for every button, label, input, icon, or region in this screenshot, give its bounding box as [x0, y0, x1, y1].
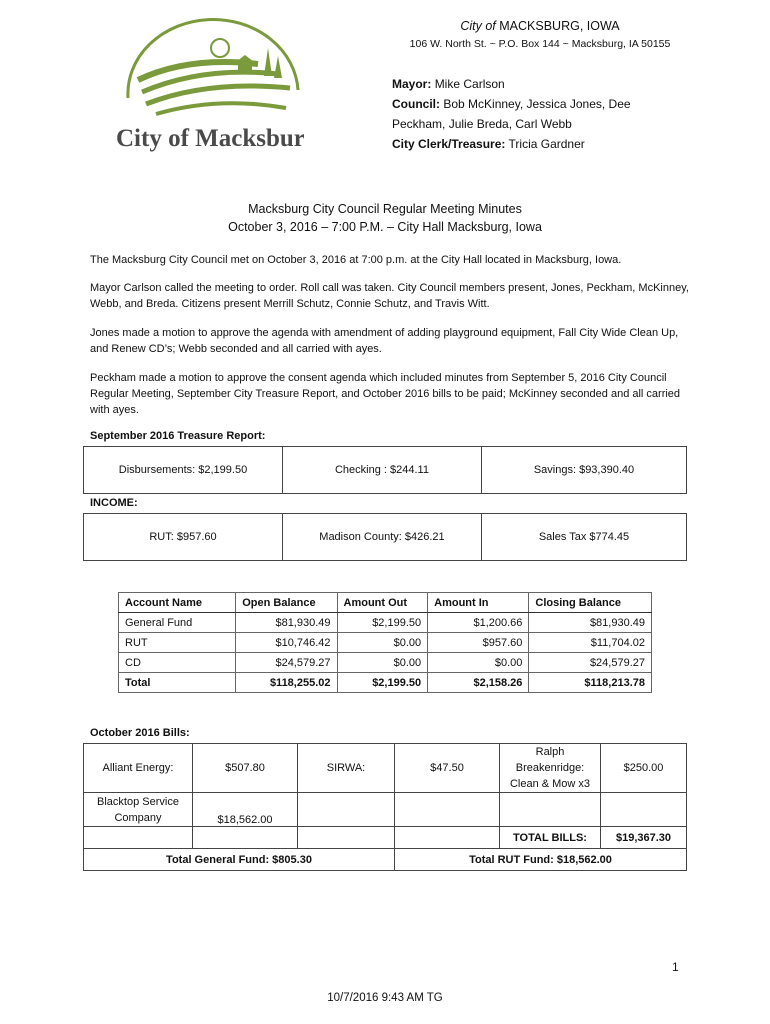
table-row: Alliant Energy: $507.80 SIRWA: $47.50 Ralph Breakenridge: Clean & Mow x3 $250.00 [84, 744, 687, 793]
accounts-table [118, 592, 652, 693]
table-row: CD $24,579.27 $0.00 $0.00 $24,579.27 [119, 653, 652, 673]
madison-county-cell: Madison County: $426.21 [282, 514, 481, 561]
table-row: General Fund $81,930.49 $2,199.50 $1,200.66 $81,930.49 [119, 613, 652, 633]
paragraph-2: Mayor Carlson called the meeting to order. Roll call was taken. City Council members present, Jones, Peckham, McKinney, Webb, and Breda. Citizens present Merrill Schutz, Connie Schutz, and Travis Witt. [90, 282, 689, 310]
paragraph-3: Jones made a motion to approve the agenda with amendment of adding playground equipment, Fall City Wide Clean Up, and Renew CD’s; Webb seconded and all carried with ayes. [90, 327, 679, 355]
rut-fund-total: Total RUT Fund: $18,562.00 [395, 849, 687, 871]
income-label: INCOME: [90, 497, 138, 509]
checking-cell: Checking : $244.11 [282, 447, 481, 494]
fund-totals-row [84, 849, 687, 871]
bills-total-row [84, 827, 687, 849]
svg-text:City of Macksburg: City of Macksburg [116, 125, 304, 152]
minutes-title: Macksburg City Council Regular Meeting Minutes October 3, 2016 – 7:00 P.M. – City Hall Macksburg, Iowa [228, 202, 542, 234]
total-bills-label: TOTAL BILLS: [500, 827, 601, 849]
council-line: Council: Bob McKinney, Jessica Jones, Dee [392, 97, 631, 111]
table-row: Blacktop Service Company $18,562.00 [84, 793, 687, 827]
savings-cell: Savings: $93,390.40 [481, 447, 686, 494]
footer-timestamp: 10/7/2016 9:43 AM TG [327, 992, 443, 1004]
disbursements-cell: Disbursements: $2,199.50 [84, 447, 283, 494]
paragraph-1: The Macksburg City Council met on October 3, 2016 at 7:00 p.m. at the City Hall located in Macksburg, Iowa. [90, 254, 622, 266]
treasure-report-table [83, 446, 687, 494]
treasure-report-label: September 2016 Treasure Report: [90, 430, 266, 442]
bills-label: October 2016 Bills: [90, 727, 190, 739]
page-number: 1 [672, 960, 679, 974]
sales-tax-cell: Sales Tax $774.45 [481, 514, 686, 561]
income-table [83, 513, 687, 561]
council-line-2: Peckham, Julie Breda, Carl Webb [392, 117, 572, 131]
table-row: RUT $10,746.42 $0.00 $957.60 $11,704.02 [119, 633, 652, 653]
city-logo [108, 18, 304, 158]
clerk-line: City Clerk/Treasure: Tricia Gardner [392, 137, 585, 151]
city-prefix: City of [460, 19, 496, 33]
bills-table [83, 743, 687, 871]
general-fund-total: Total General Fund: $805.30 [84, 849, 395, 871]
accounts-total-row: Total $118,255.02 $2,199.50 $2,158.26 $118,213.78 [119, 673, 652, 693]
officials-block [392, 74, 652, 154]
city-address: 106 W. North St. ~ P.O. Box 144 ~ Macksburg, IA 50155 [409, 38, 671, 50]
city-heading [390, 19, 690, 33]
total-bills-value: $19,367.30 [601, 827, 687, 849]
mayor-line: Mayor: Mike Carlson [392, 77, 505, 91]
city-name: MACKSBURG, IOWA [499, 19, 620, 33]
rut-cell: RUT: $957.60 [84, 514, 283, 561]
paragraph-4: Peckham made a motion to approve the consent agenda which included minutes from September 5, 2016 City Council Regular Meeting, September City Treasure Report, and October 2016 bills to be paid; McKinney seconded and all carried with ayes. [90, 372, 681, 416]
accounts-header-row: Account Name Open Balance Amount Out Amount In Closing Balance [119, 593, 652, 613]
